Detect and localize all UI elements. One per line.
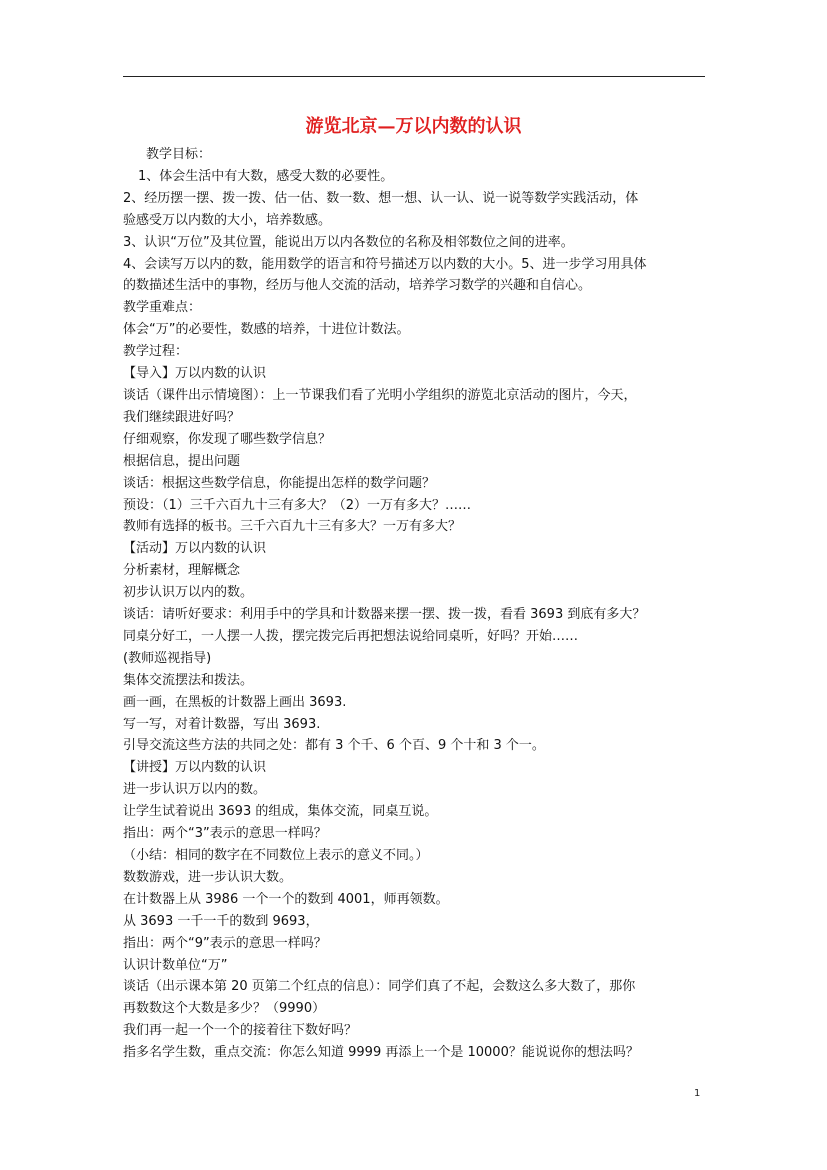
text-line: 根据信息，提出问题 (123, 453, 241, 469)
page-number: 1 (694, 1088, 701, 1099)
text-line: 谈话：根据这些数学信息，你能提出怎样的数学问题？ (123, 475, 436, 491)
text-line: 我们继续跟进好吗？ (123, 409, 241, 425)
text-line: 让学生试着说出 3693 的组成，集体交流，同桌互说。 (123, 804, 438, 820)
text-line: 进一步认识万以内的数。 (123, 782, 267, 798)
text-line: (教师巡视指导) (123, 650, 212, 666)
text-line: 初步认识万以内的数。 (123, 585, 254, 601)
text-line: 谈话（课件出示情境图）：上一节课我们看了光明小学组织的游览北京活动的图片，今天， (123, 387, 637, 403)
text-line: 数数游戏，进一步认识大数。 (123, 869, 293, 885)
text-line: 3、认识“万位”及其位置，能说出万以内各数位的名称及相邻数位之间的进率。 (123, 234, 574, 250)
text-line: 分析素材，理解概念 (123, 563, 241, 579)
text-line: 教学过程： (123, 344, 189, 360)
text-line: 再数数这个大数是多少？（9990） (123, 1001, 326, 1017)
text-line: 2、经历摆一摆、拨一拨、估一估、数一数、想一想、认一认、说一说等数学实践活动，体 (123, 190, 639, 206)
text-line: 指出：两个“9”表示的意思一样吗？ (123, 935, 327, 951)
text-line: 仔细观察，你发现了哪些数学信息？ (123, 431, 332, 447)
document-title: 游览北京—万以内数的认识 (305, 116, 522, 137)
text-line: 谈话：请听好要求：利用手中的学具和计数器来摆一摆、拨一拨，看看 3693 到底有多大？ (123, 607, 646, 623)
text-line: 1、体会生活中有大数，感受大数的必要性。 (138, 168, 394, 184)
section-heading: 【导入】万以内数的认识 (123, 366, 267, 382)
text-line: 4、会读写万以内的数，能用数学的语言和符号描述万以内数的大小。5、进一步学习用具体 (123, 256, 647, 272)
text-line: 我们再一起一个一个的接着往下数好吗？ (123, 1023, 358, 1039)
text-line: 指多名学生数，重点交流：你怎么知道 9999 再添上一个是 10000？能说说你的想法吗？ (123, 1045, 639, 1061)
text-line: 画一画，在黑板的计数器上画出 3693. (123, 694, 347, 710)
section-heading: 【讲授】万以内数的认识 (123, 760, 267, 776)
document-body (123, 144, 707, 1064)
text-line: 验感受万以内数的大小，培养数感。 (123, 212, 332, 228)
header-rule (123, 76, 705, 77)
text-line: 从 3693 一千一千的数到 9693， (123, 913, 319, 929)
text-line: 预设：（1）三千六百九十三有多大？（2）一万有多大？…… (123, 497, 472, 513)
text-line: （小结：相同的数字在不同数位上表示的意义不同。） (123, 848, 429, 863)
text-line: 谈话（出示课本第 20 页第二个红点的信息）：同学们真了不起，会数这么多大数了，那你 (123, 979, 636, 995)
text-line: 的数描述生活中的事物，经历与他人交流的活动，培养学习数学的兴趣和自信心。 (123, 278, 592, 294)
text-line: 教学重难点： (123, 300, 202, 316)
section-heading: 【活动】万以内数的认识 (123, 541, 267, 557)
text-line: 指出：两个“3”表示的意思一样吗？ (123, 826, 327, 842)
text-line: 同桌分好工，一人摆一人拨，摆完拨完后再把想法说给同桌听，好吗？开始…… (123, 628, 579, 644)
text-line: 认识计数单位“万” (123, 957, 228, 973)
text-line: 引导交流这些方法的共同之处：都有 3 个千、6 个百、9 个十和 3 个一。 (123, 738, 545, 754)
text-line: 写一写，对着计数器，写出 3693. (123, 716, 321, 732)
text-line: 体会“万”的必要性，数感的培养，十进位计数法。 (123, 322, 410, 338)
text-line: 在计数器上从 3986 一个一个的数到 4001，师再领数。 (123, 891, 449, 907)
text-line: 集体交流摆法和拨法。 (123, 672, 254, 688)
text-line: 教师有选择的板书。三千六百九十三有多大？一万有多大？ (123, 519, 462, 535)
text-line: 教学目标： (146, 147, 212, 162)
